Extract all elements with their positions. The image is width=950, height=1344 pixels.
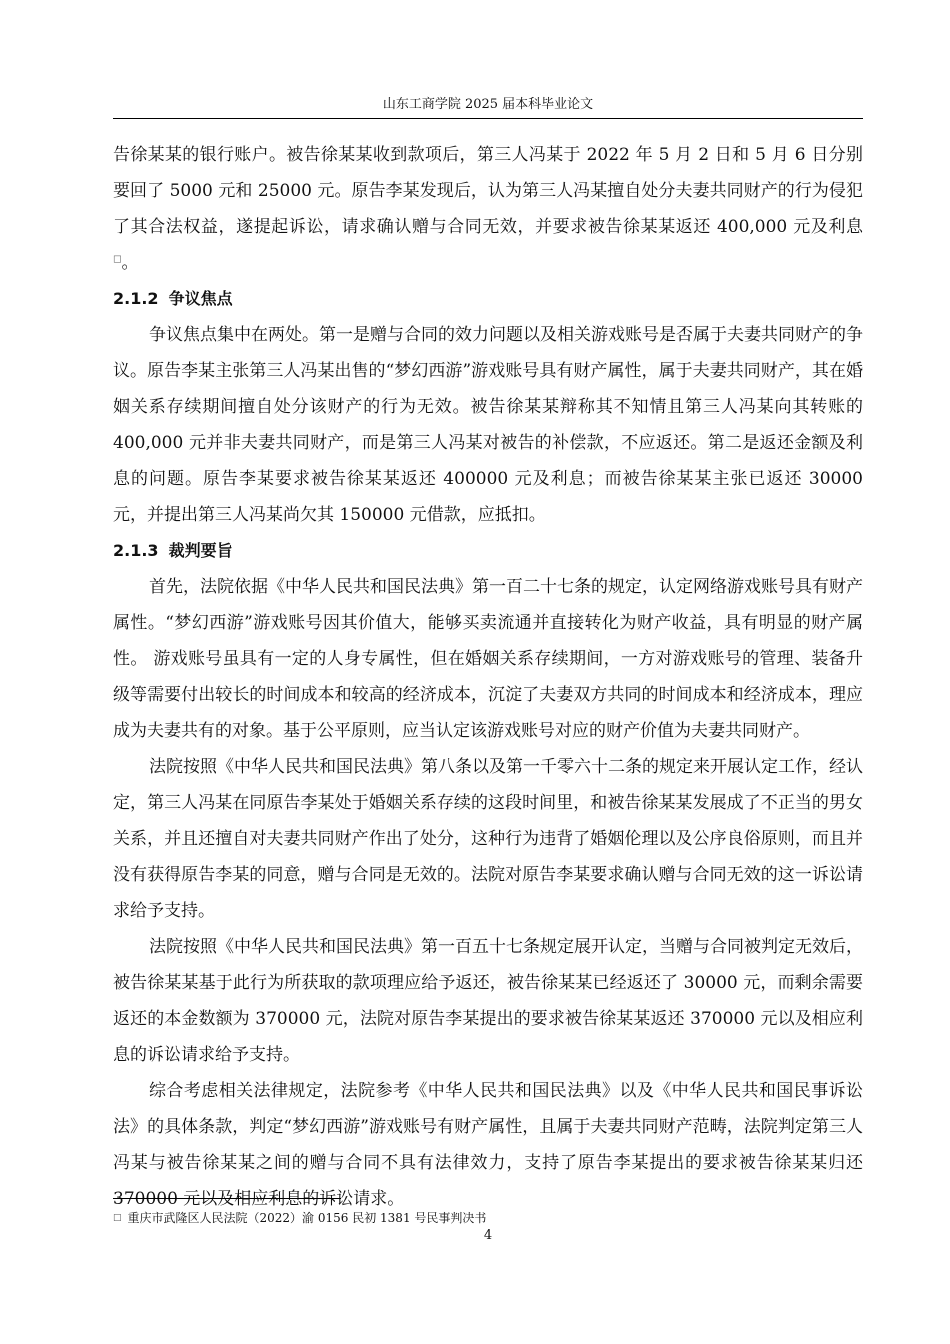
main-text [113,137,863,1217]
paragraph-ruling-2: 法院按照《中华人民共和国民法典》第八条以及第一千零六十二条的规定来开展认定工作，经认定，第三人冯某在同原告李某处于婚姻关系存续的这段时间里，和被告徐某某发展成了不正当的男女关系，并且还擅自对夫妻共同财产作出了处分，这种行为违背了婚姻伦理以及公序良俗原则，而且并没有获得原告李某的同意，赠与合同是无效的。法院对原告李某要求确认赠与合同无效的这一诉讼请求给予支持。 [113,757,863,921]
header-rule [113,118,863,119]
section-heading-dispute [113,281,863,317]
footnote-rule [113,1198,341,1199]
page-number: 4 [483,1228,493,1243]
paragraph-text: 告徐某某的银行账户。被告徐某某收到款项后，第三人冯某于 2022 年 5 月 2 日和 5 月 6 日分别要回了 5000 元和 25000 元。原告李某发现后，认为第三人冯某擅自处分夫妻共同财产的行为侵犯了其合法权益，遂提起诉讼，请求确认赠与合同无效，并要求被告徐某某返还 400,000 元及利息 [113,145,863,237]
footnote-mark: □ [113,1213,122,1223]
section-number: 2.1.3 [113,541,159,560]
section-heading-ruling [113,533,863,569]
footnote [113,1210,863,1226]
running-header: 山东工商学院 2025 届本科毕业论文 [382,97,594,112]
section-title: 裁判要旨 [168,541,233,560]
paragraph-case-facts [113,137,863,281]
footnote-text: 重庆市武隆区人民法院（2022）渝 0156 民初 1381 号民事判决书 [127,1211,487,1225]
section-title: 争议焦点 [168,289,233,308]
paragraph-ruling-1: 首先，法院依据《中华人民共和国民法典》第一百二十七条的规定，认定网络游戏账号具有财产属性。“梦幻西游”游戏账号因其价值大，能够买卖流通并直接转化为财产收益，具有明显的财产属性。 游戏账号虽具有一定的人身专属性，但在婚姻关系存续期间，一方对游戏账号的管理、装备升级等需要付出较长的时间成本和较高的经济成本，沉淀了夫妻双方共同的时间成本和经济成本，理应成为夫妻共有的对象。基于公平原则，应当认定该游戏账号对应的财产价值为夫妻共同财产。 [113,577,863,741]
paragraph-end: 。 [121,253,139,273]
footnote-marker[interactable]: □ [113,254,122,265]
paragraph-ruling-3: 法院按照《中华人民共和国民法典》第一百五十七条规定展开认定，当赠与合同被判定无效后，被告徐某某基于此行为所获取的款项理应给予返还，被告徐某某已经返还了 30000 元，而剩余需要返还的本金数额为 370000 元，法院对原告李某提出的要求被告徐某某返还 370000 元以及相应利息的诉讼请求给予支持。 [113,937,863,1065]
section-number: 2.1.2 [113,289,159,308]
paragraph-ruling-4: 综合考虑相关法律规定，法院参考《中华人民共和国民法典》以及《中华人民共和国民事诉讼法》的具体条款，判定“梦幻西游”游戏账号有财产属性，且属于夫妻共同财产范畴，法院判定第三人冯某与被告徐某某之间的赠与合同不具有法律效力，支持了原告李某提出的要求被告徐某某归还 370000 元以及相应利息的诉讼请求。 [113,1081,863,1209]
paragraph-dispute: 争议焦点集中在两处。第一是赠与合同的效力问题以及相关游戏账号是否属于夫妻共同财产的争议。原告李某主张第三人冯某出售的“梦幻西游”游戏账号具有财产属性，属于夫妻共同财产，其在婚姻关系存续期间擅自处分该财产的行为无效。被告徐某某辩称其不知情且第三人冯某向其转账的 400,000 元并非夫妻共同财产，而是第三人冯某对被告的补偿款，不应返还。第二是返还金额及利息的问题。原告李某要求被告徐某某返还 400000 元及利息；而被告徐某某主张已返还 30000 元，并提出第三人冯某尚欠其 150000 元借款，应抵扣。 [113,325,863,525]
